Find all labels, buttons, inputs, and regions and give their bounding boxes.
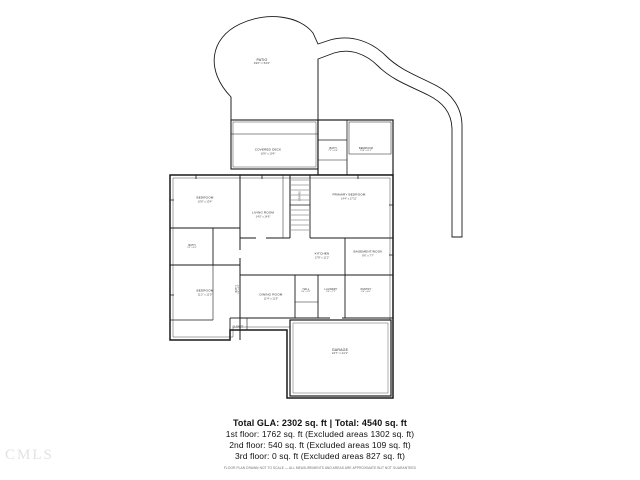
room-label-patio: PATIO 49'0" x 53'2": [253, 57, 271, 66]
total-gla-line: Total GLA: 2302 sq. ft | Total: 4540 sq. ft: [232, 418, 407, 428]
disclaimer-text: FLOOR PLAN DRAWN NOT TO SCALE — ALL MEASUREMENTS AND AREAS ARE APPROXIMATE BUT NOT GUARANTEED: [223, 466, 417, 470]
room-label-closet: CLOSET: [232, 325, 244, 329]
room-label-garage: GARAGE 24'7" x 21'1": [331, 347, 349, 356]
room-label-bedroom-upper: BEDROOM 10'8" x 11'2": [359, 147, 373, 153]
room-label-basement-nook: BASEMENT/NOOK 9'6" x 7'7": [353, 249, 383, 258]
area-summary: [0, 418, 640, 462]
room-label-primary-bedroom: PRIMARY BEDROOM 14'4" x 17'11": [332, 192, 366, 201]
room-label-kitchen: KITCHEN 17'8" x 11'2": [314, 251, 330, 260]
room-label-bedroom-southwest: BEDROOM 11'2" x 12'0": [196, 288, 214, 297]
room-label-dining-room: DINING ROOM 11'4" x 11'9": [259, 292, 283, 301]
first-floor-line: 1st floor: 1762 sq. ft (Excluded areas 1302 sq. ft): [225, 429, 415, 439]
room-label-hall: HALL 5'0" x 9'2": [301, 288, 311, 294]
watermark-logo: CMLS: [5, 447, 54, 463]
room-label-living-room: LIVING ROOM 14'0" x 14'6": [251, 210, 275, 219]
second-floor-line: 2nd floor: 540 sq. ft (Excluded areas 109 sq. ft): [229, 440, 411, 450]
room-label-bath-up: BATH 7'1" x 5'8": [328, 147, 338, 153]
room-label-bedroom-northwest: BEDROOM 10'9" x 13'4": [196, 195, 214, 204]
room-label-stairs: STAIRS: [298, 191, 302, 201]
room-label-pantry: PANTRY 5'6" x 6'0": [360, 288, 372, 294]
room-label-bath-southwest: BATH 5'0" x 8'2": [235, 284, 241, 294]
third-floor-line: 3rd floor: 0 sq. ft (Excluded areas 827 sq. ft): [234, 451, 406, 461]
room-label-laundry: LAUNDRY 6'0" x 7'2": [324, 288, 338, 294]
room-label-covered-deck: COVERED DECK 16'6" x 10'4": [254, 147, 282, 156]
room-label-bath-west: BATH 5'2" x 8'1": [187, 244, 197, 250]
